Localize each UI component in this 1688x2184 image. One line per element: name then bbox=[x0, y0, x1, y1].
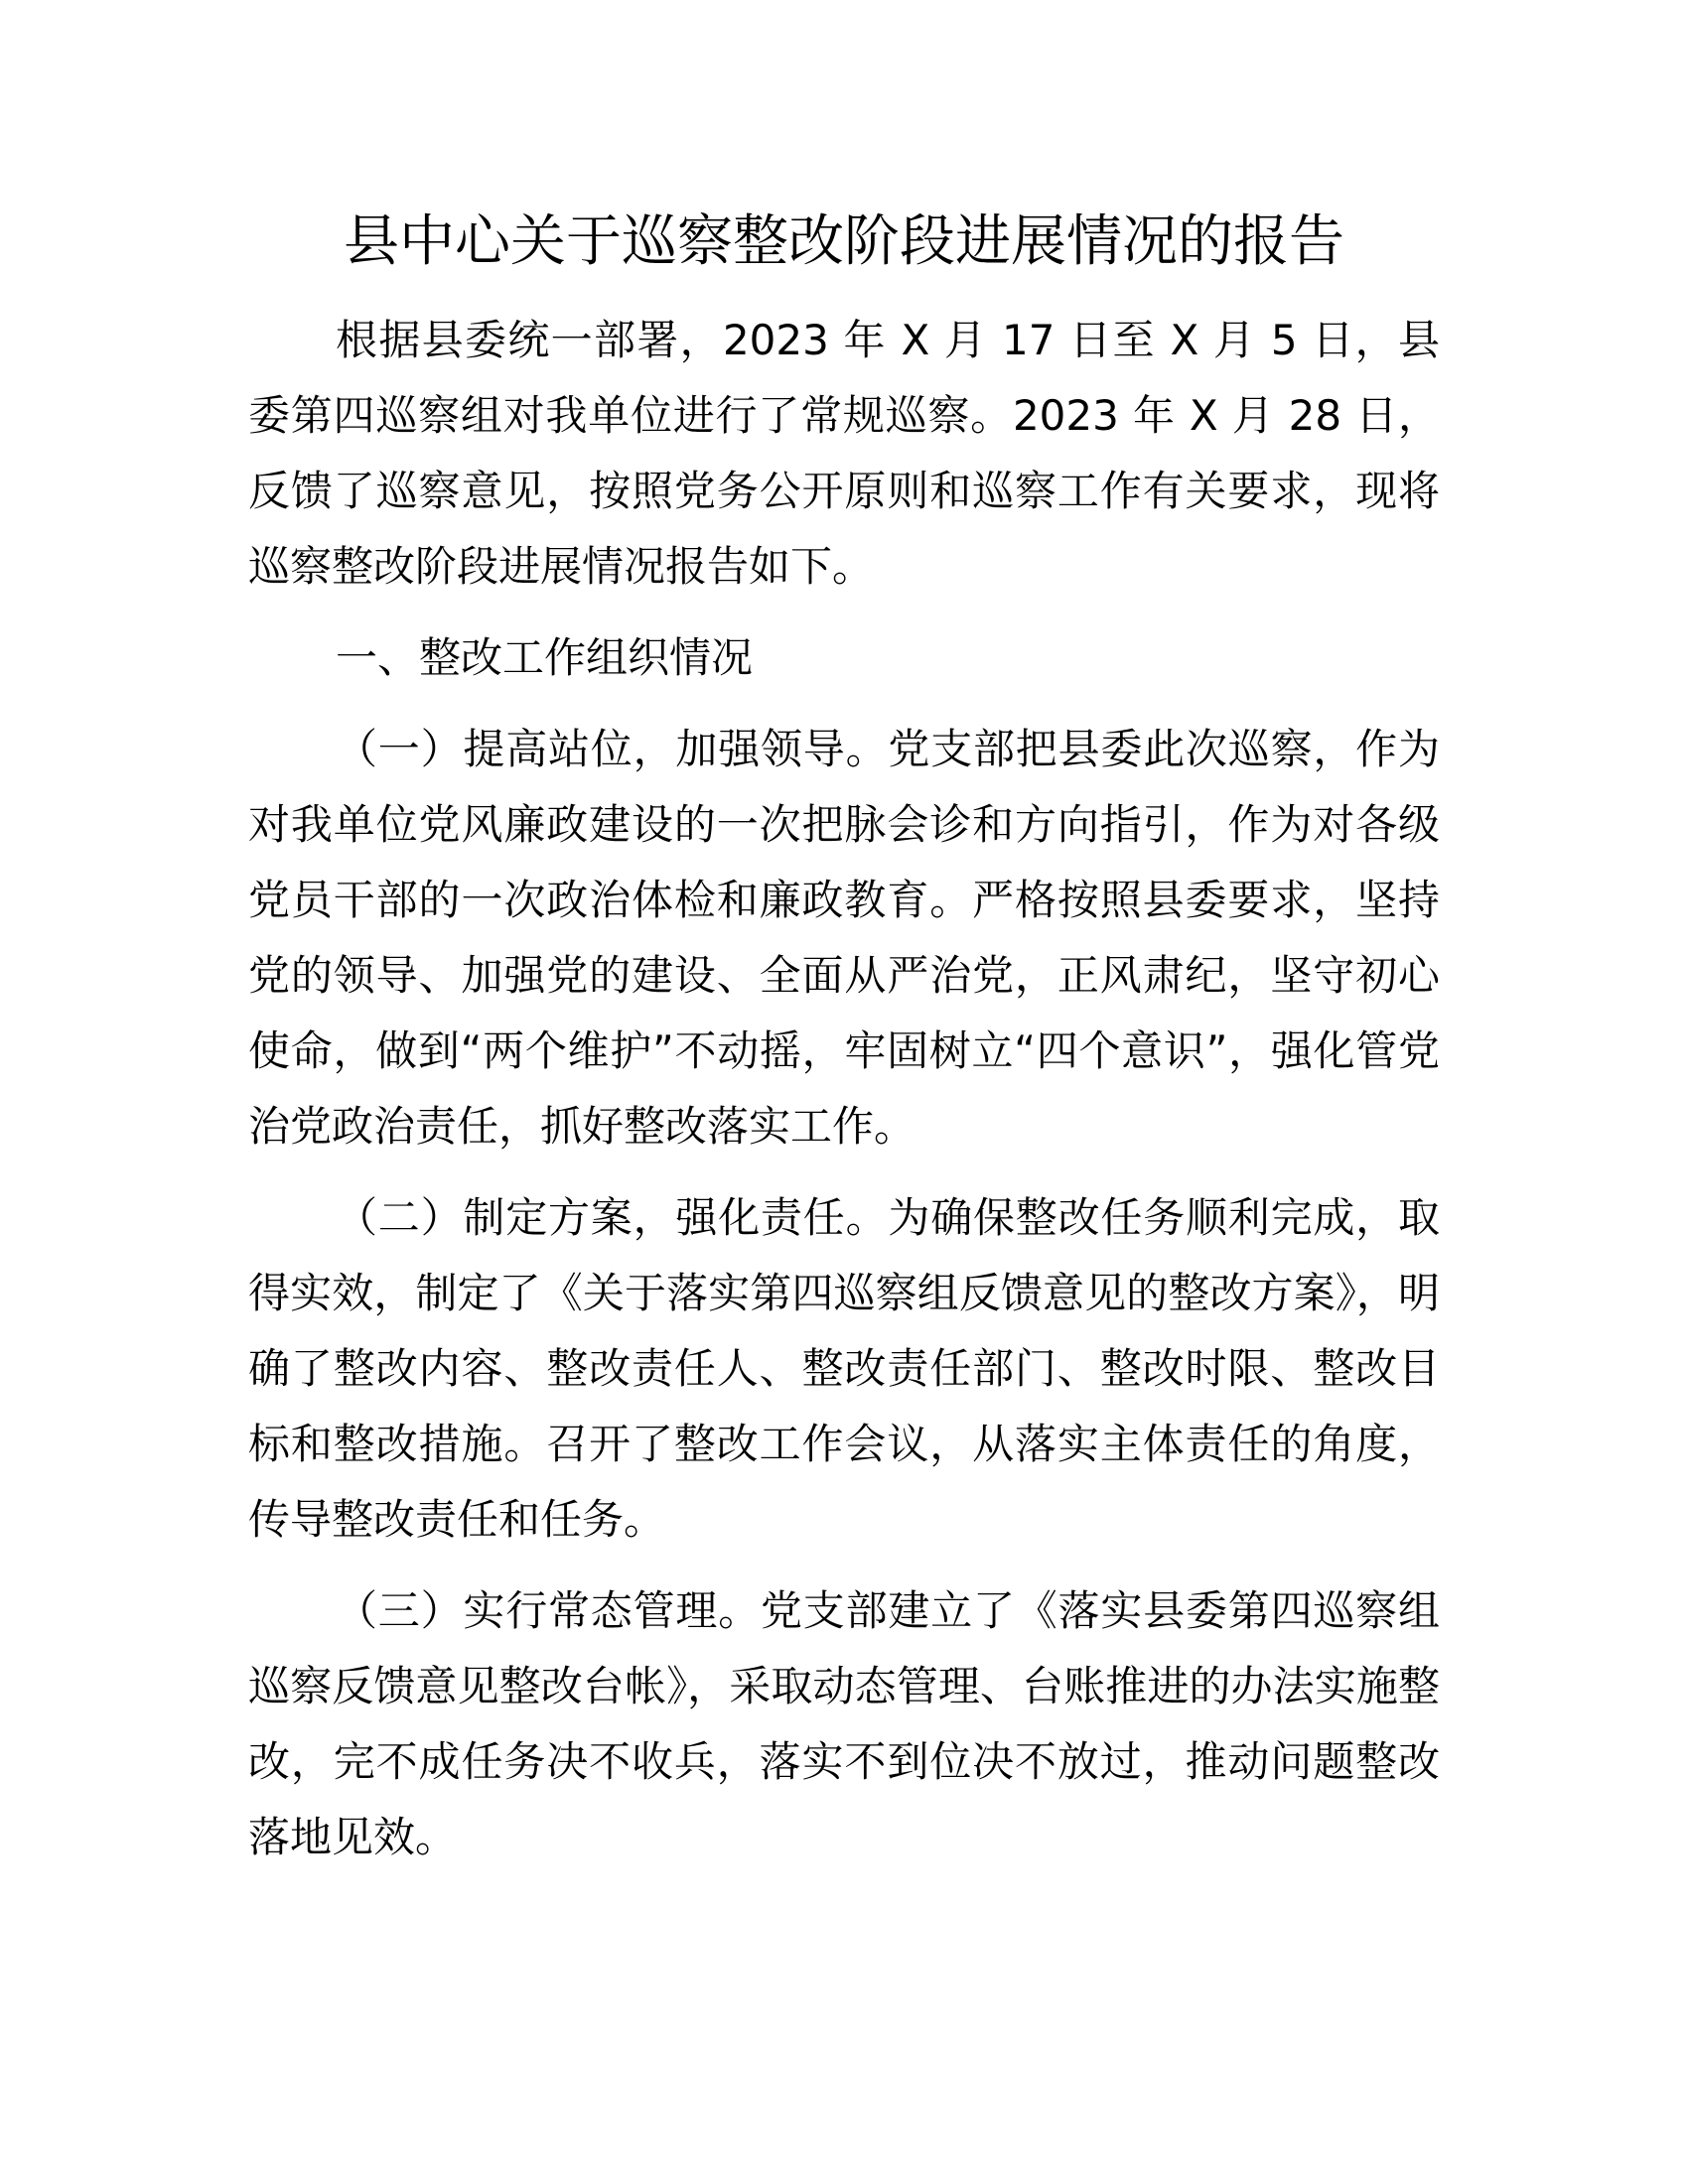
paragraph-item-3: （三）实行常态管理。党支部建立了《落实县委第四巡察组巡察反馈意见整改台帐》，采取动态管理、台账推进的办法实施整改，完不成任务决不收兵，落实不到位决不放过，推动问题整改落地见效。 bbox=[248, 1586, 1440, 1861]
paragraph-item-2: （二）制定方案，强化责任。为确保整改任务顺利完成，取得实效，制定了《关于落实第四巡察组反馈意见的整改方案》，明确了整改内容、整改责任人、整改责任部门、整改时限、整改目标和整改措施。召开了整改工作会议，从落实主体责任的角度，传导整改责任和任务。 bbox=[248, 1193, 1440, 1544]
intro-paragraph: 根据县委统一部署，2023 年 X 月 17 日至 X 月 5 日，县委第四巡察组对我单位进行了常规巡察。2023 年 X 月 28 日，反馈了巡察意见，按照党务公开原则和巡察工作有关要求，现将巡察整改阶段进展情况报告如下。 bbox=[248, 316, 1440, 591]
paragraph-item-1: （一）提高站位，加强领导。党支部把县委此次巡察，作为对我单位党风廉政建设的一次把脉会诊和方向指引，作为对各级党员干部的一次政治体检和廉政教育。严格按照县委要求，坚持党的领导、加强党的建设、全面从严治党，正风肃纪，坚守初心使命，做到“两个维护”不动摇，牢固树立“四个意识”，强化管党治党政治责任，抓好整改落实工作。 bbox=[248, 725, 1440, 1151]
section-heading-1: 一、整改工作组织情况 bbox=[336, 633, 754, 682]
document-title: 县中心关于巡察整改阶段进展情况的报告 bbox=[344, 209, 1344, 274]
